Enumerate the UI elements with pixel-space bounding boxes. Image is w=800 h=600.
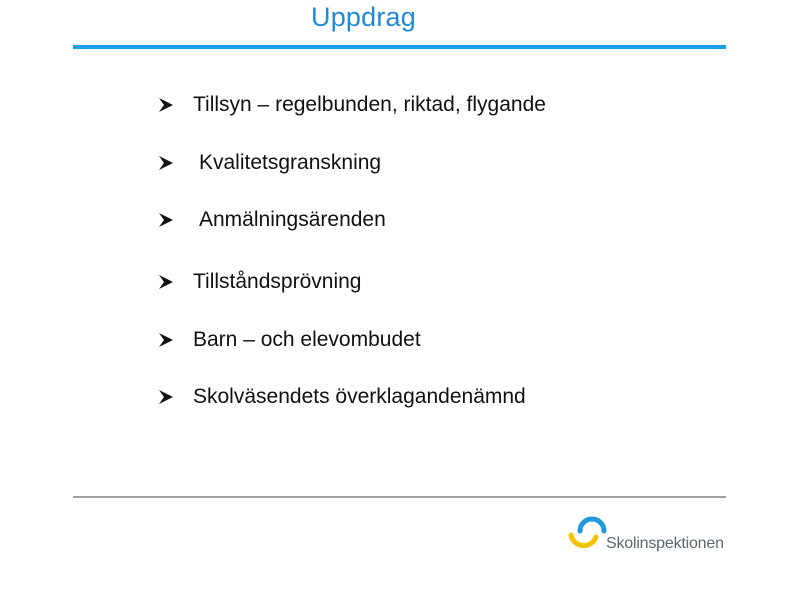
arrowhead-bullet-icon [157, 331, 175, 349]
list-item [0, 205, 700, 235]
bullet-text: Skolväsendets överklagandenämnd [193, 385, 526, 408]
list-item [0, 267, 700, 297]
list-item [0, 325, 700, 355]
bullet-text: Tillsyn – regelbunden, riktad, flygande [193, 93, 546, 116]
arrowhead-bullet-icon [157, 154, 175, 172]
list-item [0, 148, 700, 178]
list-item [0, 382, 700, 412]
logo-swoosh-icon [566, 514, 608, 554]
arrowhead-bullet-icon [157, 96, 175, 114]
skolinspektionen-logo [566, 514, 736, 566]
list-item [0, 90, 700, 120]
logo-text: Skolinspektionen [606, 535, 724, 552]
bullet-text: Tillståndsprövning [193, 270, 362, 293]
page-title: Uppdrag [311, 2, 416, 32]
arrowhead-bullet-icon [157, 388, 175, 406]
bullet-text: Kvalitetsgranskning [199, 151, 382, 174]
bullet-text: Anmälningsärenden [199, 208, 386, 231]
arrowhead-bullet-icon [157, 273, 175, 291]
bullet-text: Barn – och elevombudet [193, 328, 421, 351]
arrowhead-bullet-icon [157, 211, 175, 229]
footer-divider [73, 496, 726, 498]
